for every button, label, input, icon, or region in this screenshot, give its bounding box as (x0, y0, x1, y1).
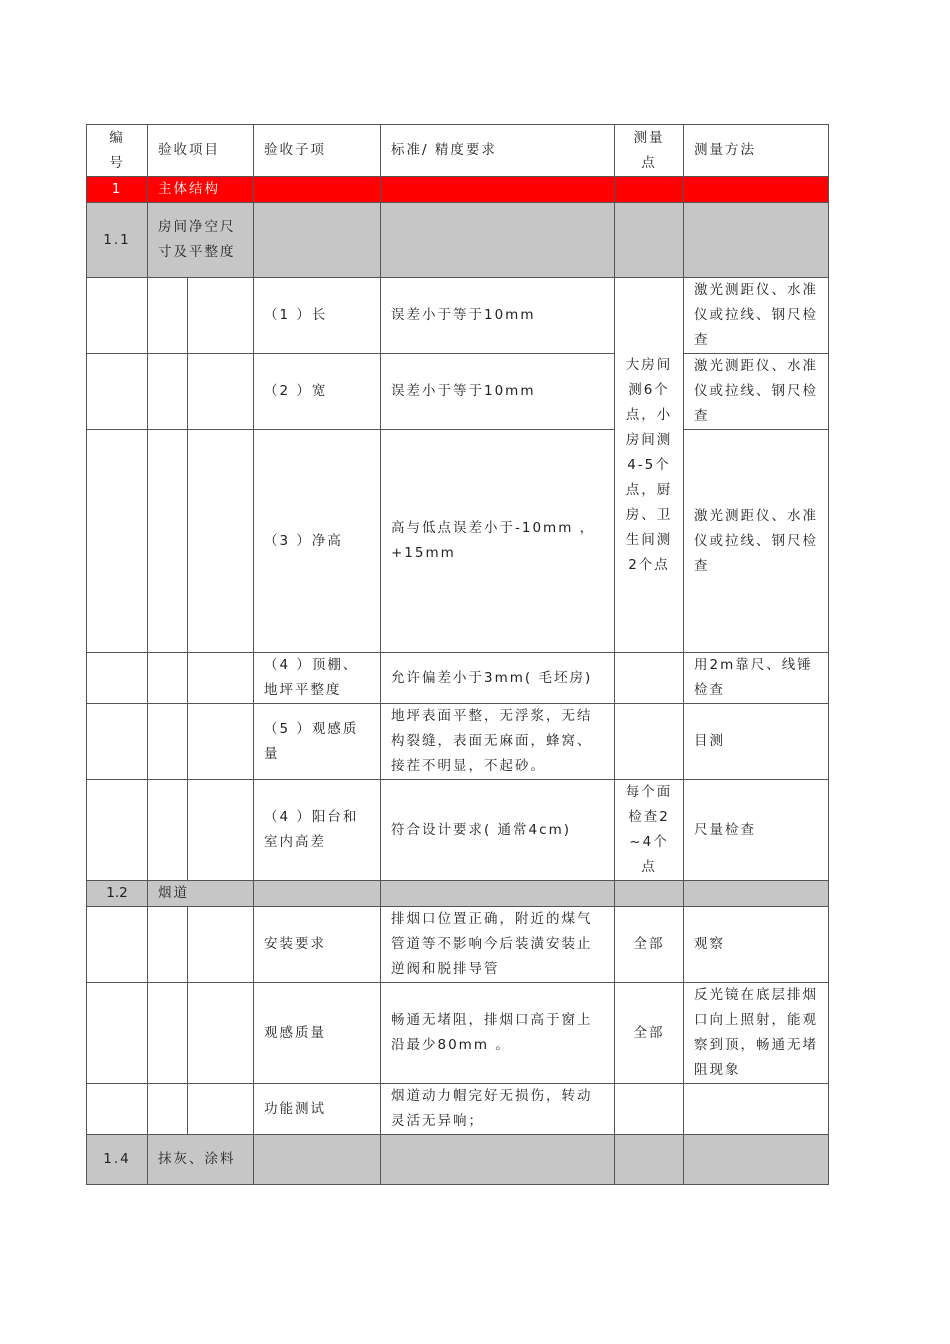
section-number: 1.1 (87, 203, 148, 278)
points-cell (615, 1084, 684, 1135)
points-cell: 每个面检查2~4个点 (615, 780, 684, 881)
section-title: 房间净空尺寸及平整度 (148, 203, 254, 278)
table-row (87, 1084, 829, 1135)
table-row (87, 907, 829, 983)
section-title: 抹灰、涂料 (148, 1135, 254, 1185)
method-cell: 激光测距仪、水准仪或拉线、钢尺检查 (684, 430, 829, 653)
table-row (87, 983, 829, 1084)
method-cell: 激光测距仪、水准仪或拉线、钢尺检查 (684, 278, 829, 354)
table-row (87, 354, 829, 430)
method-cell: 激光测距仪、水准仪或拉线、钢尺检查 (684, 354, 829, 430)
section-number: 1.4 (87, 1135, 148, 1185)
method-cell: 观察 (684, 907, 829, 983)
subitem-cell: （3 ）净高 (254, 430, 381, 653)
standard-cell: 允许偏差小于3mm( 毛坯房) (381, 653, 615, 704)
method-cell: 反光镜在底层排烟口向上照射，能观察到顶，畅通无堵阻现象 (684, 983, 829, 1084)
table-row (87, 704, 829, 780)
standard-cell: 地坪表面平整，无浮浆，无结构裂缝，表面无麻面，蜂窝、接茬不明显，不起砂。 (381, 704, 615, 780)
subitem-cell: （4 ）顶棚、地坪平整度 (254, 653, 381, 704)
method-cell (684, 1084, 829, 1135)
section-number: 1.2 (87, 881, 148, 907)
standard-cell: 误差小于等于10mm (381, 278, 615, 354)
method-cell: 用2m靠尺、线锤检查 (684, 653, 829, 704)
subitem-cell: 观感质量 (254, 983, 381, 1084)
header-points: 测量点 (615, 125, 684, 177)
section-title: 烟道 (148, 881, 254, 907)
subitem-cell: （1 ）长 (254, 278, 381, 354)
subitem-cell: （2 ）宽 (254, 354, 381, 430)
header-method: 测量方法 (684, 125, 829, 177)
standard-cell: 畅通无堵阻，排烟口高于窗上沿最少80mm 。 (381, 983, 615, 1084)
section-row-flue (87, 881, 829, 907)
section-row-main-structure (87, 177, 829, 203)
points-cell: 全部 (615, 907, 684, 983)
standard-cell: 高与低点误差小于-10mm ，+15mm (381, 430, 615, 653)
points-cell: 全部 (615, 983, 684, 1084)
section-title: 主体结构 (148, 177, 254, 203)
points-cell: 大房间测6个点，小房间测4-5个点，厨房、卫生间测2个点 (615, 278, 684, 653)
standard-cell: 误差小于等于10mm (381, 354, 615, 430)
method-cell: 目测 (684, 704, 829, 780)
table-row (87, 653, 829, 704)
section-row-plaster-paint (87, 1135, 829, 1185)
method-cell: 尺量检查 (684, 780, 829, 881)
header-no: 编号 (87, 125, 148, 177)
subitem-cell: （5 ）观感质量 (254, 704, 381, 780)
standard-cell: 烟道动力帽完好无损伤，转动灵活无异响； (381, 1084, 615, 1135)
acceptance-table (86, 124, 829, 1185)
standard-cell: 排烟口位置正确，附近的煤气管道等不影响今后装潢安装止逆阀和脱排导管 (381, 907, 615, 983)
subitem-cell: （4 ）阳台和室内高差 (254, 780, 381, 881)
header-row (87, 125, 829, 177)
section-number: 1 (87, 177, 148, 203)
table-row (87, 278, 829, 354)
subitem-cell: 功能测试 (254, 1084, 381, 1135)
header-item: 验收项目 (148, 125, 254, 177)
table-row (87, 430, 829, 653)
standard-cell: 符合设计要求( 通常4cm) (381, 780, 615, 881)
header-subitem: 验收子项 (254, 125, 381, 177)
subitem-cell: 安装要求 (254, 907, 381, 983)
header-standard: 标准/ 精度要求 (381, 125, 615, 177)
table-row (87, 780, 829, 881)
section-row-room-dimensions (87, 203, 829, 278)
